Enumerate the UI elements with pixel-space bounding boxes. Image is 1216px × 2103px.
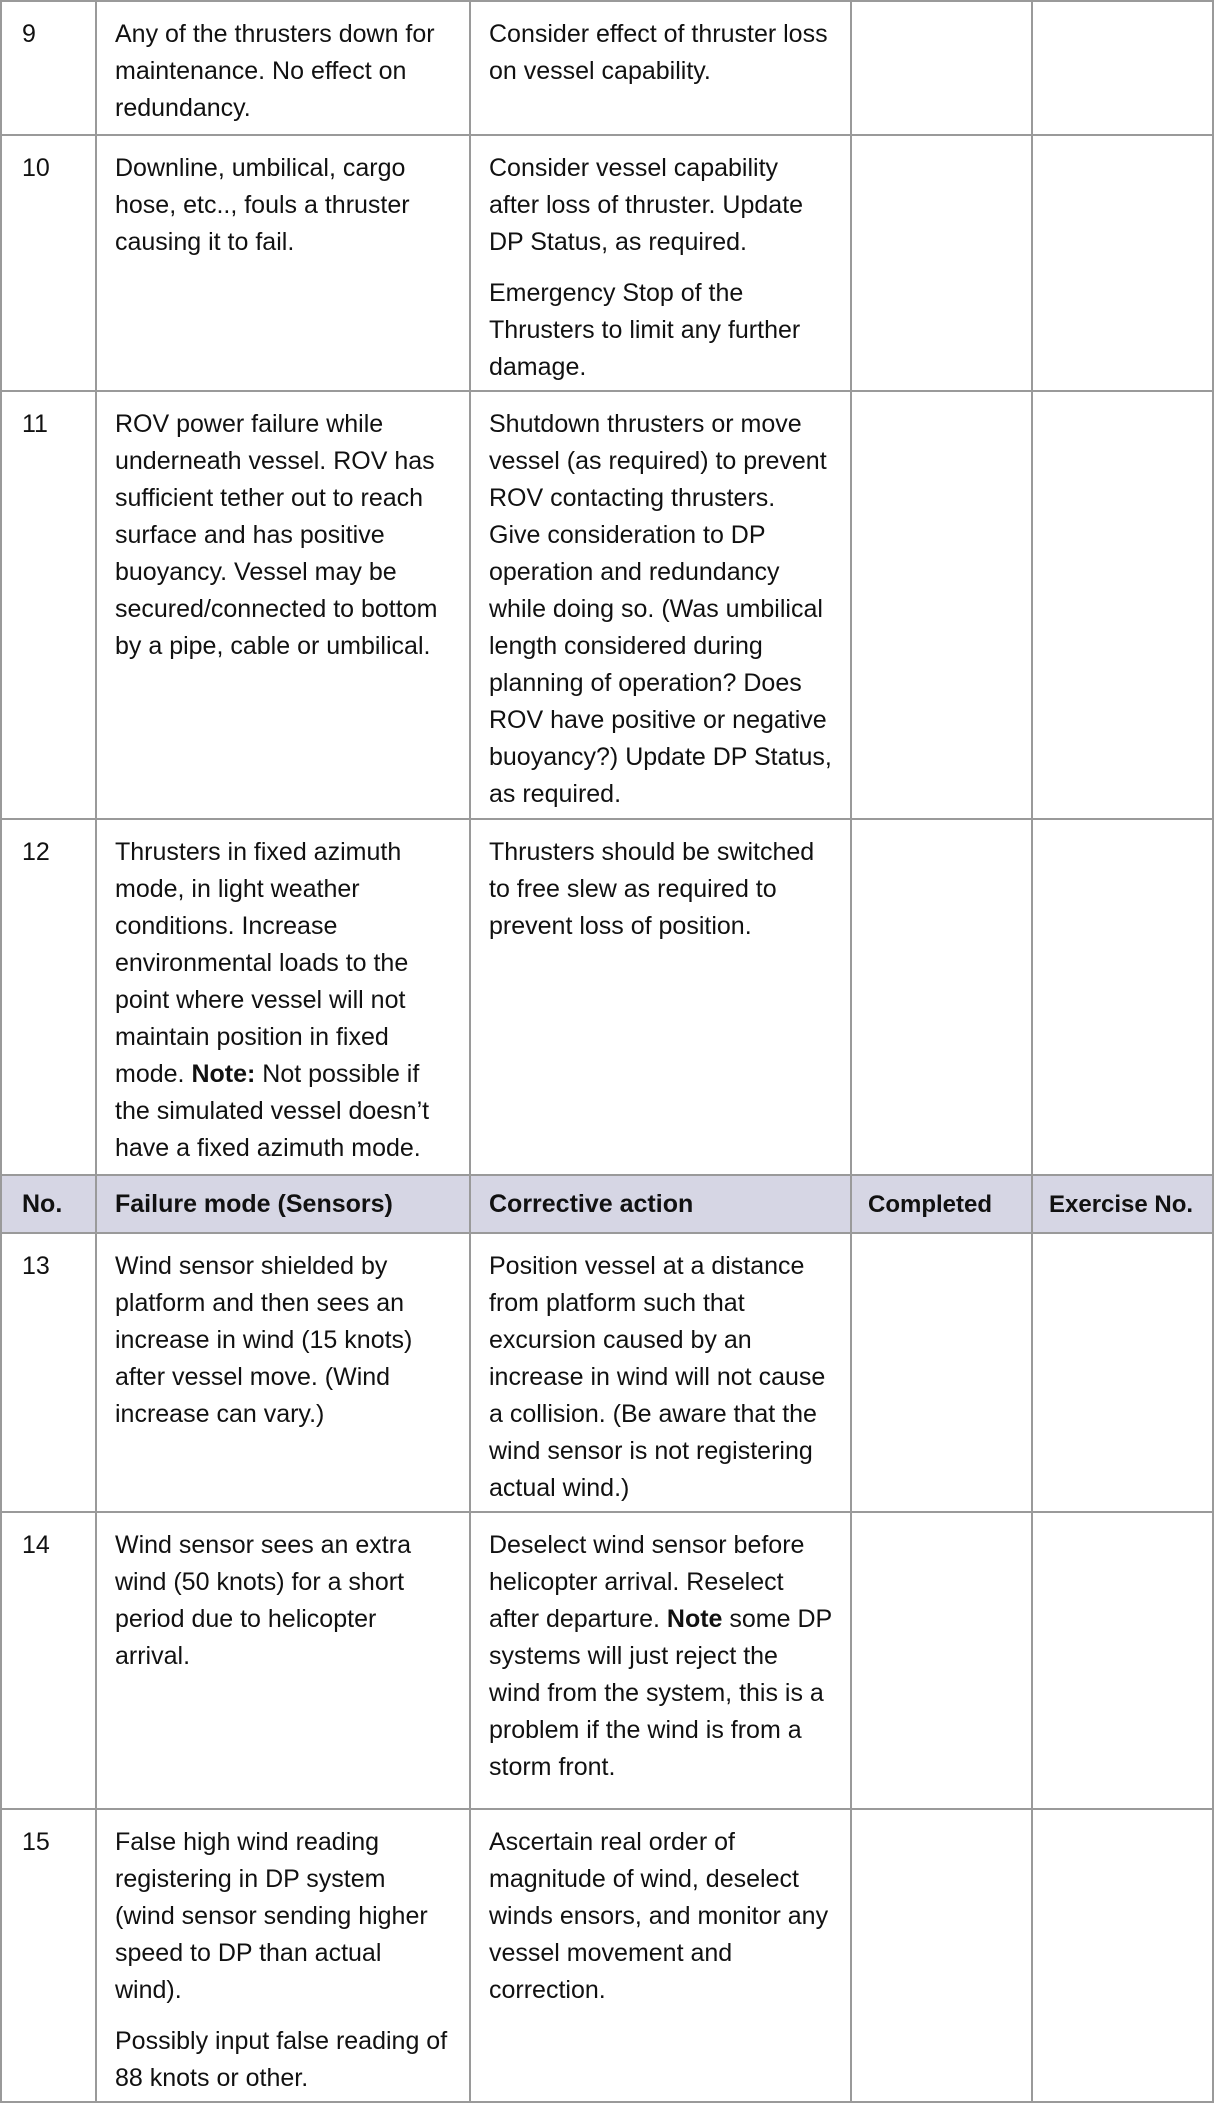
corrective-action-cell bbox=[470, 1233, 851, 1512]
failure-mode-text: Wind sensor shielded by platform and then sees an increase in wind (15 knots) after vessel move. (Wind increase can vary.) bbox=[115, 1252, 413, 1428]
header-completed: Completed bbox=[851, 1175, 1032, 1233]
exercise-no-cell[interactable] bbox=[1032, 1512, 1213, 1809]
corrective-action-text bbox=[489, 1527, 832, 1786]
header-corrective-action: Corrective action bbox=[470, 1175, 851, 1233]
row-number: 15 bbox=[1, 1809, 96, 2102]
exercise-no-cell[interactable] bbox=[1032, 391, 1213, 819]
failure-mode-text: ROV power failure while underneath vessel. ROV has sufficient tether out to reach surface and has positive buoyancy. Vessel may be secured/connected to bottom by a pipe, cable or umbilical. bbox=[115, 410, 438, 660]
note-label: Note: bbox=[191, 1060, 256, 1088]
note-label: Note bbox=[666, 1605, 723, 1633]
failure-mode-text: Wind sensor sees an extra wind (50 knots) for a short period due to helicopter arrival. bbox=[115, 1531, 411, 1670]
completed-cell[interactable] bbox=[851, 391, 1032, 819]
table-row bbox=[1, 135, 1213, 391]
row-number: 13 bbox=[1, 1233, 96, 1512]
corrective-action-cell bbox=[470, 135, 851, 391]
failure-mode-text-tail: Not possible if the simulated vessel doesn’t have a fixed azimuth mode. bbox=[115, 1060, 430, 1162]
corrective-action-text: Emergency Stop of the Thrusters to limit any further damage. bbox=[489, 279, 801, 381]
failure-mode-text-lead: Thrusters in fixed azimuth mode, in light weather conditions. Increase environmental loads to the point where vessel will not maintain position in fixed mode. bbox=[115, 838, 409, 1088]
failure-mode-cell bbox=[96, 1233, 470, 1512]
failure-mode-text: Any of the thrusters down for maintenance. No effect on redundancy. bbox=[115, 20, 435, 122]
corrective-action-cell bbox=[470, 391, 851, 819]
failure-mode-cell bbox=[96, 135, 470, 391]
corrective-action-cell bbox=[470, 1809, 851, 2102]
failure-mode-text: Possibly input false reading of 88 knots or other. bbox=[115, 2027, 448, 2092]
row-number: 10 bbox=[1, 135, 96, 391]
completed-cell[interactable] bbox=[851, 135, 1032, 391]
failure-mode-cell bbox=[96, 1, 470, 135]
failure-mode-text: Downline, umbilical, cargo hose, etc.., fouls a thruster causing it to fail. bbox=[115, 154, 410, 256]
header-failure-mode: Failure mode (Sensors) bbox=[96, 1175, 470, 1233]
table-row bbox=[1, 1, 1213, 135]
failure-mode-text bbox=[115, 834, 451, 1167]
completed-cell[interactable] bbox=[851, 1233, 1032, 1512]
table-row bbox=[1, 1233, 1213, 1512]
row-number: 9 bbox=[1, 1, 96, 135]
table-row bbox=[1, 1809, 1213, 2102]
exercise-no-cell[interactable] bbox=[1032, 1809, 1213, 2102]
exercise-no-cell[interactable] bbox=[1032, 1, 1213, 135]
corrective-action-text: Consider vessel capability after loss of thruster. Update DP Status, as required. bbox=[489, 154, 804, 256]
header-exercise-no: Exercise No. bbox=[1032, 1175, 1213, 1233]
table-row bbox=[1, 391, 1213, 819]
completed-cell[interactable] bbox=[851, 819, 1032, 1175]
corrective-action-cell bbox=[470, 1512, 851, 1809]
exercise-no-cell[interactable] bbox=[1032, 135, 1213, 391]
exercise-no-cell[interactable] bbox=[1032, 819, 1213, 1175]
table-header-row bbox=[1, 1175, 1213, 1233]
failure-mode-cell bbox=[96, 819, 470, 1175]
corrective-action-cell bbox=[470, 1, 851, 135]
corrective-action-text: Shutdown thrusters or move vessel (as required) to prevent ROV contacting thrusters. Give consideration to DP operation and redundancy while doing so. (Was umbilical length considered during planning of operation? Does ROV have positive or negative buoyancy?) Update DP Status, as required. bbox=[489, 410, 832, 808]
corrective-action-text-lead: Deselect wind sensor before helicopter arrival. Reselect after departure. bbox=[489, 1531, 805, 1633]
row-number: 11 bbox=[1, 391, 96, 819]
exercise-no-cell[interactable] bbox=[1032, 1233, 1213, 1512]
failure-mode-cell bbox=[96, 1809, 470, 2102]
table-row bbox=[1, 1512, 1213, 1809]
completed-cell[interactable] bbox=[851, 1, 1032, 135]
completed-cell[interactable] bbox=[851, 1512, 1032, 1809]
header-no: No. bbox=[1, 1175, 96, 1233]
corrective-action-text-tail: some DP systems will just reject the wind from the system, this is a problem if the wind is from a storm front. bbox=[489, 1605, 832, 1781]
row-number: 12 bbox=[1, 819, 96, 1175]
completed-cell[interactable] bbox=[851, 1809, 1032, 2102]
corrective-action-text: Thrusters should be switched to free slew as required to prevent loss of position. bbox=[489, 838, 815, 940]
failure-mode-cell bbox=[96, 1512, 470, 1809]
row-number: 14 bbox=[1, 1512, 96, 1809]
table-row bbox=[1, 819, 1213, 1175]
corrective-action-cell bbox=[470, 819, 851, 1175]
corrective-action-text: Position vessel at a distance from platform such that excursion caused by an increase in wind will not cause a collision. (Be aware that the wind sensor is not registering actual wind.) bbox=[489, 1252, 826, 1502]
corrective-action-text: Consider effect of thruster loss on vessel capability. bbox=[489, 20, 828, 85]
corrective-action-text: Ascertain real order of magnitude of wind, deselect winds ensors, and monitor any vessel movement and correction. bbox=[489, 1828, 829, 2004]
failure-mode-text: False high wind reading registering in DP system (wind sensor sending higher speed to DP than actual wind). bbox=[115, 1828, 428, 2004]
failure-mode-cell bbox=[96, 391, 470, 819]
